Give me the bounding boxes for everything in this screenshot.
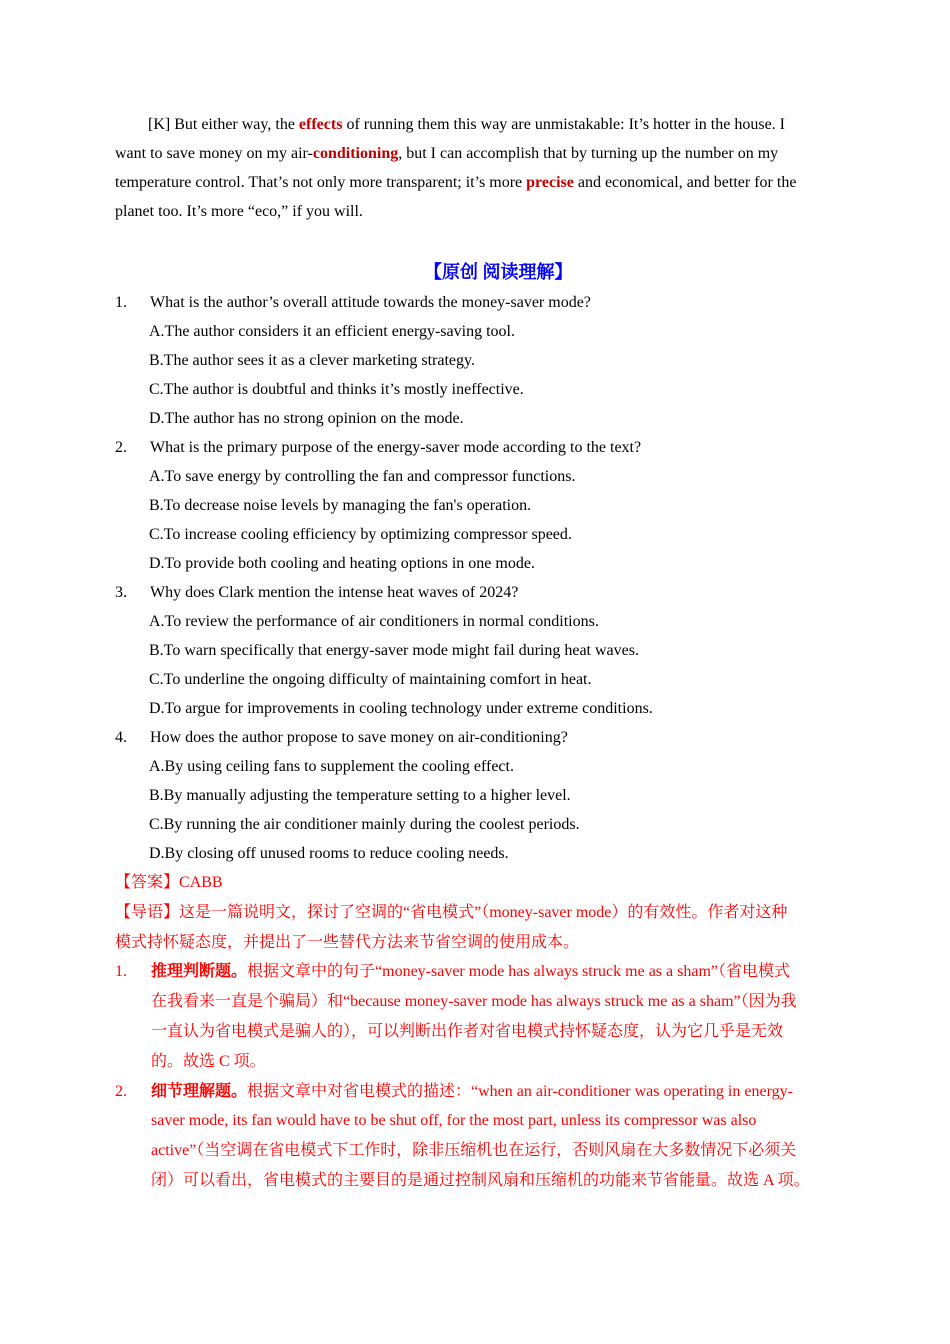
option-c: C.To increase cooling efficiency by optimizing compressor speed. xyxy=(149,525,572,543)
option-a: A.The author considers it an efficient energy-saving tool. xyxy=(149,322,515,340)
explanation-line: 一直认为省电模式是骗人的），可以判断出作者对省电模式持怀疑态度，认为它几乎是无效 xyxy=(151,1022,784,1040)
explanation-text: 根据文章中对省电模式的描述：“when an air-conditioner was operating in energy- xyxy=(247,1082,793,1100)
explanation-line: 的。故选 C 项。 xyxy=(151,1052,266,1070)
option-a: A.To save energy by controlling the fan and compressor functions. xyxy=(149,467,576,485)
option-b: B.The author sees it as a clever marketing strategy. xyxy=(149,351,475,369)
question-text: What is the author’s overall attitude towards the money-saver mode? xyxy=(150,293,591,311)
guide-line xyxy=(115,898,810,928)
passage-text: temperature control. That’s not only more transparent; it’s more xyxy=(115,174,527,191)
question-number: 4. xyxy=(115,728,127,746)
option-b: B.To decrease noise levels by managing the fan's operation. xyxy=(149,496,532,514)
passage-text: of running them this way are unmistakable: It’s hotter in the house. I xyxy=(342,116,786,133)
passage-text: and economical, and better for the xyxy=(573,174,797,191)
passage-text: want to save money on my air- xyxy=(115,145,313,162)
option-b: B.By manually adjusting the temperature setting to a higher level. xyxy=(149,786,571,804)
explanation-number: 1. xyxy=(115,963,127,981)
explanation-first-line xyxy=(115,1077,810,1107)
question-text: What is the primary purpose of the energy-saver mode according to the text? xyxy=(150,438,642,456)
option-a: A.By using ceiling fans to supplement the cooling effect. xyxy=(149,757,514,775)
option-d: D.By closing off unused rooms to reduce cooling needs. xyxy=(149,844,509,862)
explanation-number: 2. xyxy=(115,1082,127,1100)
highlight-word: effects xyxy=(298,116,343,133)
highlight-word: precise xyxy=(526,174,574,191)
passage-text: , but I can accomplish that by turning up the number on my xyxy=(398,145,779,162)
passage-text: planet too. It’s more “eco,” if you will. xyxy=(115,203,363,220)
question-type-label: 细节理解题。 xyxy=(151,1082,248,1100)
option-d: D.To argue for improvements in cooling technology under extreme conditions. xyxy=(149,699,653,717)
question-number: 2. xyxy=(115,438,127,456)
question-stem xyxy=(115,288,653,317)
question-text: Why does Clark mention the intense heat waves of 2024? xyxy=(150,583,519,601)
answer-line xyxy=(115,868,810,898)
question-stem xyxy=(115,578,653,607)
passage-line xyxy=(115,168,796,197)
passage-line xyxy=(115,110,796,139)
option-c: C.To underline the ongoing difficulty of maintaining comfort in heat. xyxy=(149,670,592,688)
answer-section xyxy=(115,868,810,1196)
guide-text: 这是一篇说明文，探讨了空调的“省电模式”（money-saver mode）的有效性。作者对这种 xyxy=(179,903,788,921)
question-stem xyxy=(115,723,653,752)
question-list xyxy=(115,288,653,868)
option-c: C.The author is doubtful and thinks it’s mostly ineffective. xyxy=(149,380,524,398)
explanation-first-line xyxy=(115,957,810,987)
passage-line xyxy=(115,197,796,226)
option-d: D.The author has no strong opinion on the mode. xyxy=(149,409,464,427)
explanation-line: saver mode, its fan would have to be shut off, for the most part, unless its compressor was also xyxy=(151,1112,757,1130)
explanation-text: 根据文章中的句子“money-saver mode has always struck me as a sham”（省电模式 xyxy=(247,963,791,981)
highlight-word: conditioning xyxy=(312,145,399,162)
section-title: 【原创 阅读理解】 xyxy=(424,262,573,282)
explanation-line: 在我看来一直是个骗局）和“because money-saver mode has always struck me as a sham”（因为我 xyxy=(151,993,797,1011)
question-number: 1. xyxy=(115,293,127,311)
explanation-line: 闭）可以看出，省电模式的主要目的是通过控制风扇和压缩机的功能来节省能量。故选 A 项。 xyxy=(151,1171,810,1189)
option-d: D.To provide both cooling and heating options in one mode. xyxy=(149,554,535,572)
option-b: B.To warn specifically that energy-saver mode might fail during heat waves. xyxy=(149,641,639,659)
passage-line xyxy=(115,139,796,168)
guide-line: 模式持怀疑态度，并提出了一些替代方法来节省空调的使用成本。 xyxy=(115,933,580,951)
question-type-label: 推理判断题。 xyxy=(151,963,248,981)
question-stem xyxy=(115,433,653,462)
explanation-line: active”（当空调在省电模式下工作时，除非压缩机也在运行，否则风扇在大多数情况下必须关 xyxy=(151,1142,797,1160)
option-a: A.To review the performance of air conditioners in normal conditions. xyxy=(149,612,599,630)
passage-text: [K] But either way, the xyxy=(148,116,299,133)
question-text: How does the author propose to save money on air-conditioning? xyxy=(150,728,568,746)
question-number: 3. xyxy=(115,583,127,601)
guide-label: 【导语】 xyxy=(115,903,180,921)
option-c: C.By running the air conditioner mainly during the coolest periods. xyxy=(149,815,580,833)
answer-value: CABB xyxy=(179,874,223,891)
passage-paragraph xyxy=(115,110,796,226)
answer-label: 【答案】 xyxy=(115,874,180,891)
